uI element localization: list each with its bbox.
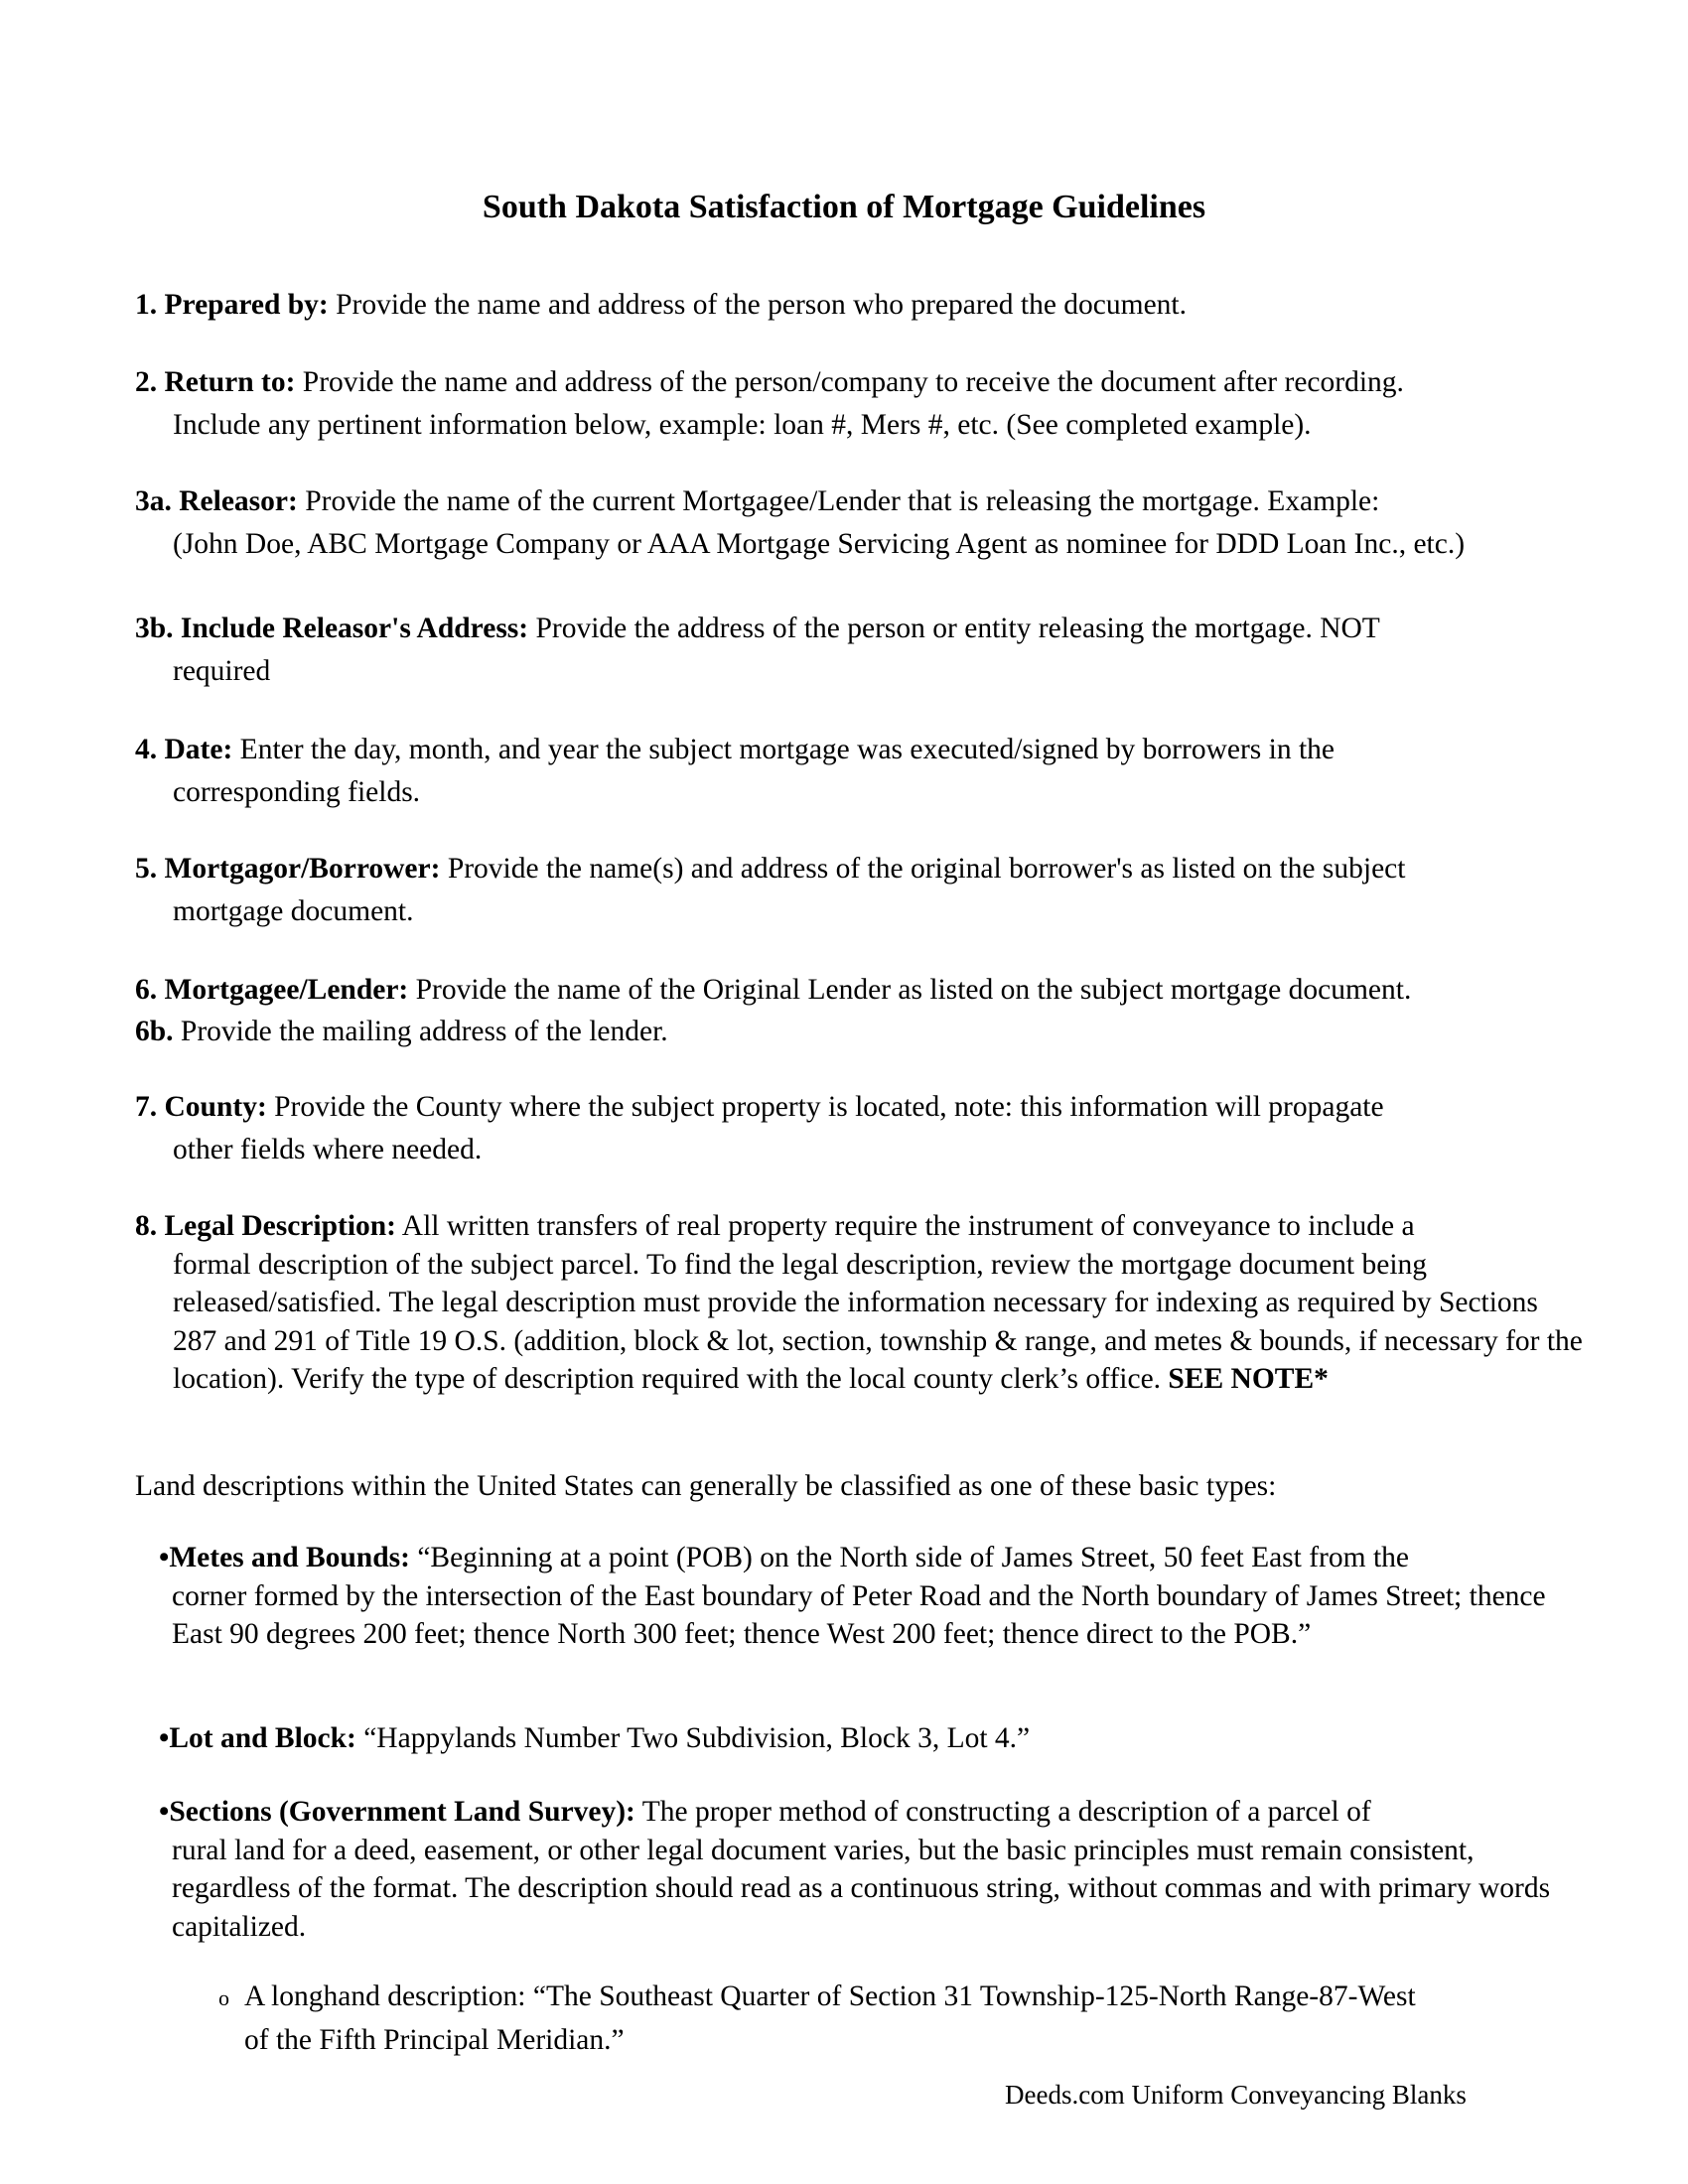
bullet-lot-and-block: [159, 1719, 1579, 1758]
land-descriptions-intro: Land descriptions within the United States can generally be classified as one of these basic types:: [135, 1470, 1277, 1502]
item-continuation: (John Doe, ABC Mortgage Company or AAA Mortgage Servicing Agent as nominee for DDD Loan Inc., etc.): [173, 528, 1466, 560]
item-continuation: corresponding fields.: [173, 776, 421, 808]
bullet-text: The proper method of constructing a description of a parcel of: [634, 1796, 1371, 1828]
item-continuation: mortgage document.: [173, 895, 414, 927]
item-text: Provide the name of the Original Lender as listed on the subject mortgage document.: [408, 974, 1412, 1006]
item-continuation: [135, 1246, 1585, 1399]
bullet-label: Metes and Bounds:: [169, 1542, 410, 1573]
bullet-mark: •: [159, 1542, 170, 1573]
item-label: 3a. Releasor:: [135, 485, 298, 517]
item-text: Provide the name of the current Mortgagee/Lender that is releasing the mortgage. Example:: [297, 485, 1380, 517]
sub-bullet-longhand: [218, 1976, 1589, 2062]
bullet-continuation: rural land for a deed, easement, or other legal document varies, but the basic principles must remain consistent, regardless of the format. The description should read as a continuous string, without commas and with primary words capitalized.: [172, 1834, 1551, 1943]
item-label: 6b.: [135, 1016, 174, 1047]
item-text: Provide the name and address of the person who prepared the document.: [328, 289, 1187, 321]
sub-bullet-text: A longhand description: “The Southeast Quarter of Section 31 Township-125-North Range-87-West: [244, 1980, 1416, 2012]
item-releasor-address: [135, 608, 1585, 693]
bullet-text: “Happylands Number Two Subdivision, Block 3, Lot 4.”: [355, 1722, 1031, 1754]
item-text: Enter the day, month, and year the subject mortgage was executed/signed by borrowers in the: [232, 734, 1336, 765]
item-mortgagee: [135, 969, 1585, 1012]
item-text: Provide the name and address of the person/company to receive the document after recording.: [295, 366, 1404, 398]
item-date: [135, 729, 1585, 814]
item-label: 4. Date:: [135, 734, 233, 765]
bullet-sections: [159, 1793, 1579, 1946]
sub-bullet-mark: o: [218, 1985, 229, 2010]
item-label: 2. Return to:: [135, 366, 296, 398]
see-note: SEE NOTE*: [1168, 1363, 1329, 1395]
item-label: 5. Mortgagor/Borrower:: [135, 853, 441, 885]
item-prepared-by: [135, 284, 1585, 327]
legal-description-body: formal description of the subject parcel. To find the legal description, review the mortgage document being released/satisfied. The legal description must provide the information necessary for indexing as required by Sections 287 and 291 of Title 19 O.S. (addition, block & lot, section, township & range, and metes & bounds, if necessary for the location). Verify the type of description required with the local county clerk’s office.: [173, 1248, 1583, 1395]
footer-text: Deeds.com Uniform Conveyancing Blanks: [1005, 2080, 1467, 2110]
item-label: 8. Legal Description:: [135, 1210, 397, 1242]
item-text: Provide the address of the person or entity releasing the mortgage. NOT: [528, 613, 1380, 644]
bullet-metes-and-bounds: [159, 1539, 1579, 1654]
item-continuation: other fields where needed.: [173, 1134, 483, 1165]
item-label: 3b. Include Releasor's Address:: [135, 613, 529, 644]
bullet-mark: •: [159, 1722, 170, 1754]
item-label: 6. Mortgagee/Lender:: [135, 974, 409, 1006]
page-title: South Dakota Satisfaction of Mortgage Guidelines: [482, 189, 1206, 225]
bullet-label: Lot and Block:: [169, 1722, 356, 1754]
bullet-continuation: corner formed by the intersection of the East boundary of Peter Road and the North boundary of James Street; thence East 90 degrees 200 feet; thence North 300 feet; thence West 200 feet; thence direct to the POB.”: [172, 1579, 1546, 1650]
item-mortgagor: [135, 848, 1585, 933]
item-text: Provide the mailing address of the lender.: [173, 1016, 668, 1047]
item-text: Provide the County where the subject property is located, note: this information will propagate: [266, 1091, 1384, 1123]
item-lender-address: [135, 1011, 1585, 1053]
item-county: [135, 1086, 1585, 1171]
bullet-label: Sections (Government Land Survey):: [169, 1796, 635, 1828]
item-return-to: [135, 361, 1585, 447]
item-label: 1. Prepared by:: [135, 289, 329, 321]
item-text: Provide the name(s) and address of the original borrower's as listed on the subject: [440, 853, 1406, 885]
sub-bullet-continuation: of the Fifth Principal Meridian.”: [244, 2024, 625, 2056]
item-legal-description: [135, 1207, 1585, 1399]
item-label: 7. County:: [135, 1091, 267, 1123]
item-text: All written transfers of real property require the instrument of conveyance to include a: [396, 1210, 1415, 1242]
item-continuation: Include any pertinent information below, example: loan #, Mers #, etc. (See completed example).: [173, 409, 1312, 441]
item-continuation: required: [173, 655, 271, 687]
item-releasor: [135, 480, 1585, 566]
bullet-mark: •: [159, 1796, 170, 1828]
bullet-text: “Beginning at a point (POB) on the North side of James Street, 50 feet East from the: [409, 1542, 1409, 1573]
